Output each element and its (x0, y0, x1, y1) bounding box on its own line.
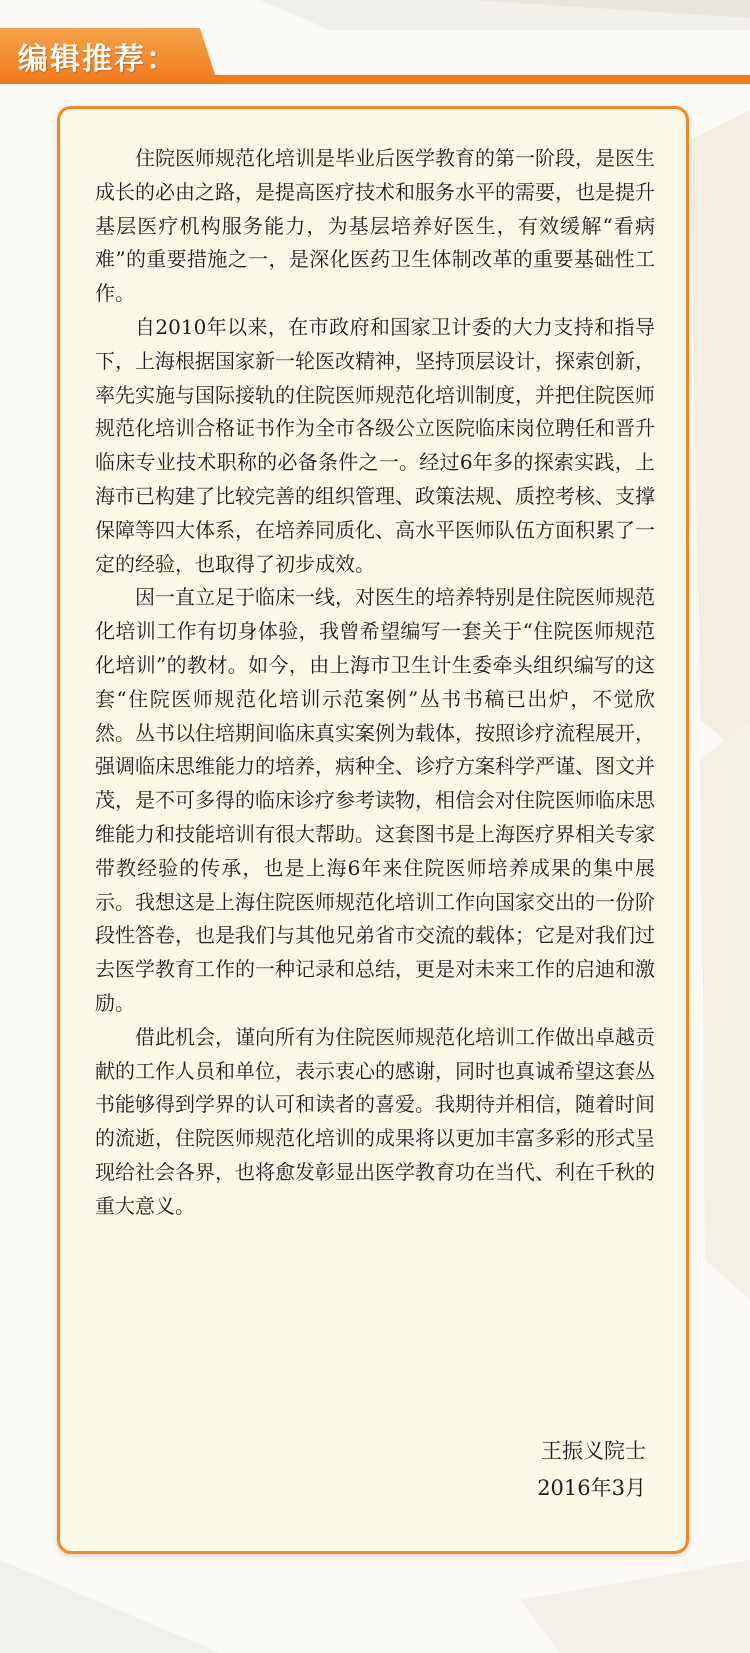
section-header (0, 28, 750, 90)
article-paragraph: 自2010年以来，在市政府和国家卫计委的大力支持和指导下，上海根据国家新一轮医改精神，坚持顶层设计，探索创新，率先实施与国际接轨的住院医师规范化培训制度，并把住院医师规范化培训合格证书作为全市各级公立医院临床岗位聘任和晋升临床专业技术职称的必备条件之一。经过6年多的探索实践，上海市已构建了比较完善的组织管理、政策法规、质控考核、支撑保障等四大体系，在培养同质化、高水平医师队伍方面积累了一定的经验，也取得了初步成效。 (95, 314, 655, 576)
recommendation-card (57, 106, 689, 1554)
article-body (95, 142, 655, 1224)
section-title: 编辑推荐： (18, 42, 178, 77)
signature-name: 王振义院士 (541, 1439, 646, 1463)
article-paragraph: 因一直立足于临床一线，对医生的培养特别是住院医师规范化培训工作有切身体验，我曾希望编写一套关于“住院医师规范化培训”的教材。如今，由上海市卫生计生委牵头组织编写的这套“住院医师规范化培训示范案例”丛书书稿已出炉，不觉欣然。丛书以住培期间临床真实案例为载体，按照诊疗流程展开，强调临床思维能力的培养，病种全、诊疗方案科学严谨、图文并茂，是不可多得的临床诊疗参考读物，相信会对住院医师临床思维能力和技能培训有很大帮助。这套图书是上海医疗界相关专家带教经验的传承，也是上海6年来住院医师培养成果的集中展示。我想这是上海住院医师规范化培训工作向国家交出的一份阶段性答卷，也是我们与其他兄弟省市交流的载体；它是对我们过去医学教育工作的一种记录和总结，更是对未来工作的启迪和激励。 (95, 585, 655, 1015)
article-paragraph: 住院医师规范化培训是毕业后医学教育的第一阶段，是医生成长的必由之路，是提高医疗技术和服务水平的需要，也是提升基层医疗机构服务能力，为基层培养好医生，有效缓解“看病难”的重要措施之一，是深化医药卫生体制改革的重要基础性工作。 (95, 146, 655, 306)
article-paragraph: 借此机会，谨向所有为住院医师规范化培训工作做出卓越贡献的工作人员和单位，表示衷心的感谢，同时也真诚希望这套丛书能够得到学界的认可和读者的喜爱。我期待并相信，随着时间的流逝，住院医师规范化培训的成果将以更加丰富多彩的形式呈现给社会各界，也将愈发彰显出医学教育功在当代、利在千秋的重大意义。 (95, 1024, 655, 1218)
signature-date: 2016年3月 (537, 1476, 646, 1500)
header-divider (215, 75, 750, 84)
